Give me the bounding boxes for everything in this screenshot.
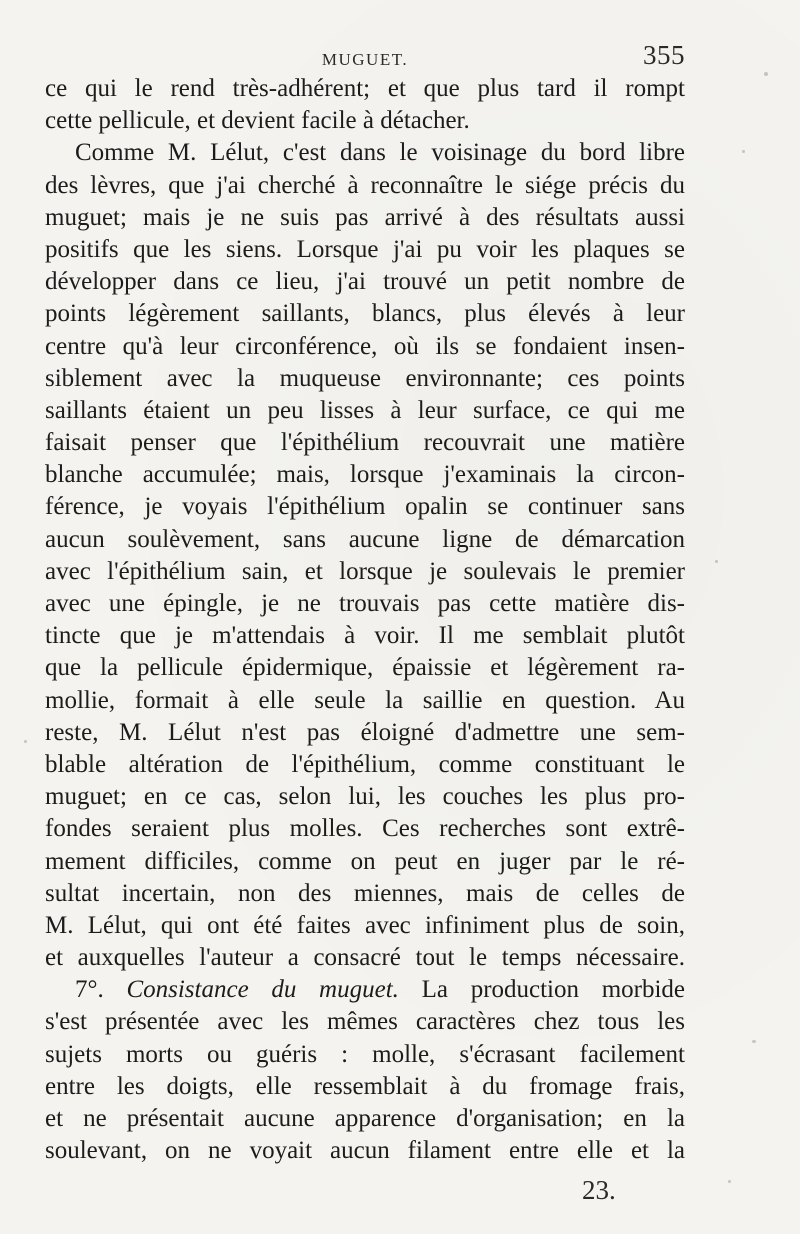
text-line: muguet; en ce cas, selon lui, les couches les plus pro-: [45, 783, 685, 811]
text-line: mollie, formait à elle seule la saillie en question. Au: [45, 686, 685, 714]
text-line: s'est présentée avec les mêmes caractères chez tous les: [45, 1008, 685, 1036]
section-number: 7°.: [75, 976, 104, 1004]
running-head: [45, 40, 685, 74]
text-line: des lèvres, que j'ai cherché à reconnaître le siége précis du: [45, 171, 685, 199]
paper-speck: [752, 1040, 756, 1043]
page-number: 355: [643, 40, 685, 70]
text-line: tincte que je m'attendais à voir. Il me semblait plutôt: [45, 622, 685, 650]
text-line: blable altération de l'épithélium, comme constituant le: [45, 750, 685, 778]
running-title: MUGUET.: [321, 50, 409, 69]
text-line: mement difficiles, comme on peut en juger par le ré-: [45, 847, 685, 875]
text-line: points légèrement saillants, blancs, plus élevés à leur: [45, 300, 685, 328]
text-line: que la pellicule épidermique, épaissie et légèrement ra-: [45, 654, 685, 682]
text-line: sujets morts ou guéris : molle, s'écrasant facilement: [45, 1040, 685, 1068]
text-line: avec l'épithélium sain, et lorsque je soulevais le premier: [45, 557, 685, 585]
text-line: sultat incertain, non des miennes, mais de celles de: [45, 879, 685, 907]
body-text: [45, 73, 685, 1167]
text-line: aucun soulèvement, sans aucune ligne de démarcation: [45, 525, 685, 553]
text-line: positifs que les siens. Lorsque j'ai pu voir les plaques se: [45, 235, 685, 263]
section-heading: Consistance du muguet.: [126, 976, 399, 1004]
paper-speck: [742, 150, 745, 153]
text-line: entre les doigts, elle ressemblait à du fromage frais,: [45, 1072, 685, 1100]
paper-speck: [715, 560, 718, 563]
text-line: centre qu'à leur circonférence, où ils se fondaient insen-: [45, 332, 685, 360]
paper-speck: [24, 740, 27, 743]
text-line: et auxquelles l'auteur a consacré tout le temps nécessaire.: [45, 944, 685, 972]
text-line: développer dans ce lieu, j'ai trouvé un petit nombre de: [45, 268, 685, 296]
paper-speck: [728, 1180, 731, 1183]
text-line: reste, M. Lélut n'est pas éloigné d'admettre une sem-: [45, 718, 685, 746]
text-line: et ne présentait aucune apparence d'organisation; en la: [45, 1105, 685, 1132]
text-line: faisait penser que l'épithélium recouvrait une matière: [45, 429, 685, 457]
text-line: férence, je voyais l'épithélium opalin se continuer sans: [45, 493, 685, 521]
text-line: cette pellicule, et devient facile à détacher.: [45, 107, 470, 135]
text-line: fondes seraient plus molles. Ces recherches sont extrê-: [45, 815, 685, 843]
text-line: blanche accumulée; mais, lorsque j'examinais la circon-: [45, 461, 685, 489]
text-line: ce qui le rend très-adhérent; et que plus tard il rompt: [45, 75, 685, 102]
text-line: saillants étaient un peu lisses à leur surface, ce qui me: [45, 396, 685, 424]
text-line: muguet; mais je ne suis pas arrivé à des résultats aussi: [45, 203, 685, 231]
paper-speck: [764, 72, 768, 76]
text-line: siblement avec la muqueuse environnante; ces points: [45, 364, 685, 392]
section-heading-line: [45, 974, 685, 1006]
text-line: M. Lélut, qui ont été faites avec infiniment plus de soin,: [45, 911, 685, 939]
signature-mark: 23.: [582, 1175, 616, 1205]
text-line: soulevant, on ne voyait aucun filament entre elle et la: [45, 1137, 685, 1165]
section-first-line: La production morbide: [421, 976, 686, 1004]
text-line: Comme M. Lélut, c'est dans le voisinage du bord libre: [75, 139, 685, 167]
text-line: avec une épingle, je ne trouvais pas cette matière dis-: [45, 590, 685, 617]
